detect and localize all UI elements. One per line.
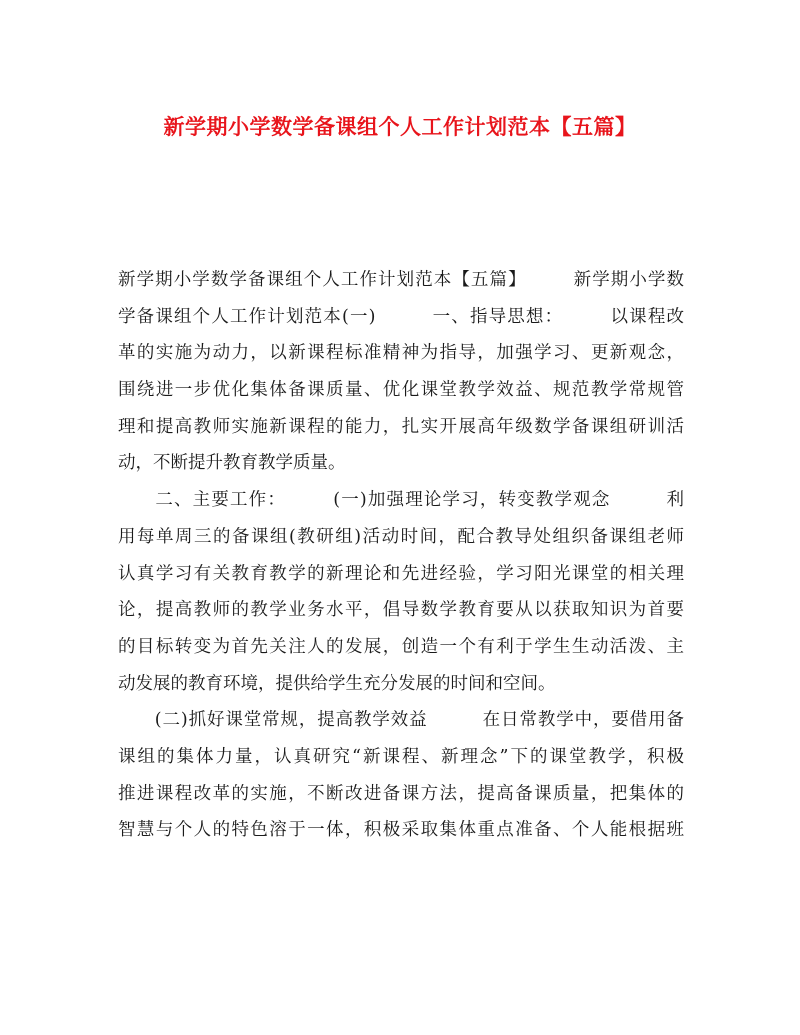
body-line: 的目标转变为首先关注人的发展，创造一个有利于学生生动活泼、主 [118, 636, 684, 657]
body-line: 二、主要工作： (一)加强理论学习，转变教学观念 利 [118, 490, 684, 511]
body-line: 革的实施为动力，以新课程标准精神为指导，加强学习、更新观念， [118, 343, 684, 364]
body-line: 智慧与个人的特色溶于一体，积极采取集体重点准备、个人能根据班 [118, 820, 684, 841]
document-body [118, 262, 684, 849]
body-line: 动，不断提升教育教学质量。 [118, 453, 346, 474]
body-line: 围绕进一步优化集体备课质量、优化课堂教学效益、规范教学常规管 [118, 380, 684, 401]
body-line: 用每单周三的备课组(教研组)活动时间，配合教导处组织备课组老师 [118, 526, 684, 547]
body-line: 新学期小学数学备课组个人工作计划范本【五篇】 新学期小学数 [118, 270, 684, 290]
body-line: 论，提高教师的教学业务水平，倡导数学教育要从以获取知识为首要 [118, 600, 684, 621]
body-line: 认真学习有关教育教学的新理论和先进经验，学习阳光课堂的相关理 [118, 563, 684, 584]
body-line: 学备课组个人工作计划范本(一) 一、指导思想： 以课程改 [118, 306, 684, 327]
body-line: 推进课程改革的实施，不断改进备课方法，提高备课质量，把集体的 [118, 783, 684, 804]
body-line: 理和提高教师实施新课程的能力，扎实开展高年级数学备课组研训活 [118, 416, 684, 437]
body-line: 动发展的教育环境，提供给学生充分发展的时间和空间。 [118, 673, 556, 694]
body-line: 课组的集体力量，认真研究“新课程、新理念”下的课堂教学，积极 [118, 746, 684, 767]
body-line: (二)抓好课堂常规，提高教学效益 在日常教学中，要借用备 [118, 710, 684, 731]
document-title: 新学期小学数学备课组个人工作计划范本【五篇】 [163, 114, 637, 139]
